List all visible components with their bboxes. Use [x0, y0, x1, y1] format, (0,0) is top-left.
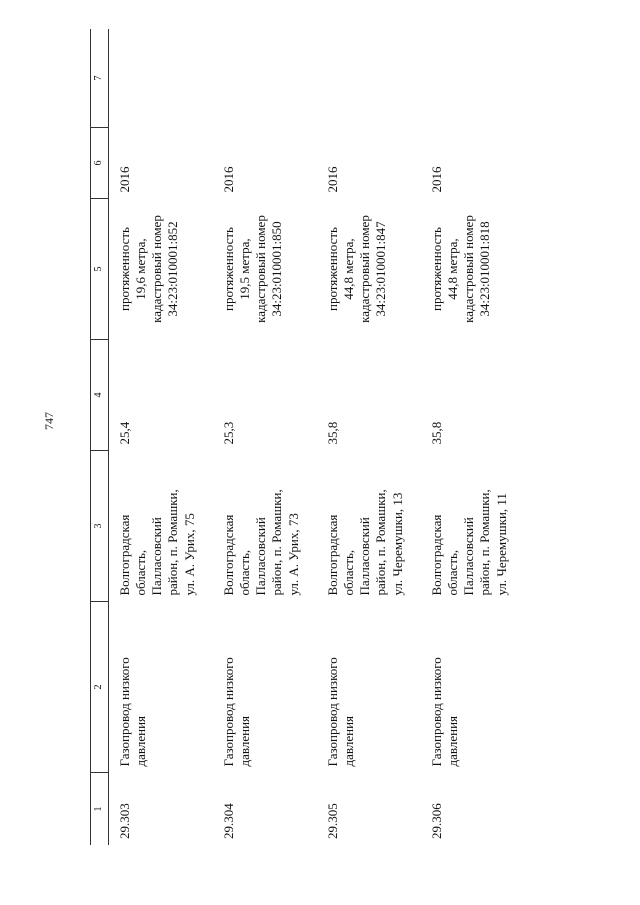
table-row [317, 29, 421, 845]
registry-table-frame [90, 35, 520, 845]
row-number: 29.303 [116, 803, 132, 839]
object-name: Газопровод низкого давления [116, 657, 148, 767]
row-number: 29.306 [428, 803, 444, 839]
object-address: Волгоградская область, Палласовский район, п. Ромашки, ул. Черемушки, 13 [324, 489, 405, 596]
object-year: 2016 [428, 166, 444, 193]
object-description: протяженность 19,6 метра, кадастровый номер 34:23:010001:852 [116, 215, 181, 323]
object-value: 25,4 [116, 421, 132, 445]
object-value: 35,8 [324, 421, 340, 445]
object-address: Волгоградская область, Палласовский район, п. Ромашки, ул. Черемушки, 11 [428, 489, 509, 596]
column-header: 3 [91, 451, 109, 602]
page-number: 747 [42, 412, 56, 430]
column-header: 5 [91, 199, 109, 340]
empty-cell [421, 29, 525, 128]
object-value: 25,3 [220, 421, 236, 445]
object-description: протяженность 44,8 метра, кадастровый номер 34:23:010001:847 [324, 215, 389, 323]
rotated-table-container [90, 35, 520, 845]
object-name: Газопровод низкого давления [324, 657, 356, 767]
object-value: 35,8 [428, 421, 444, 445]
row-number: 29.305 [324, 803, 340, 839]
object-address: Волгоградская область, Палласовский район, п. Ромашки, ул. А. Урих, 73 [220, 489, 301, 596]
empty-cell [317, 29, 421, 128]
object-year: 2016 [116, 166, 132, 193]
column-header: 4 [91, 340, 109, 451]
table-row [213, 29, 317, 845]
registry-table [90, 29, 525, 845]
object-name: Газопровод низкого давления [220, 657, 252, 767]
column-header: 6 [91, 128, 109, 199]
column-number-header [91, 29, 109, 845]
column-header: 7 [91, 29, 109, 128]
object-description: протяженность 44,8 метра, кадастровый номер 34:23:010001:818 [428, 215, 493, 323]
object-year: 2016 [220, 166, 236, 193]
table-row [421, 29, 525, 845]
empty-cell [213, 29, 317, 128]
column-header: 1 [91, 773, 109, 846]
object-address: Волгоградская область, Палласовский район, п. Ромашки, ул. А. Урих, 75 [116, 489, 197, 596]
object-name: Газопровод низкого давления [428, 657, 460, 767]
table-row [108, 29, 213, 845]
object-year: 2016 [324, 166, 340, 193]
row-number: 29.304 [220, 803, 236, 839]
column-header: 2 [91, 602, 109, 773]
object-description: протяженность 19,5 метра, кадастровый номер 34:23:010001:850 [220, 215, 285, 323]
empty-cell [108, 29, 213, 128]
